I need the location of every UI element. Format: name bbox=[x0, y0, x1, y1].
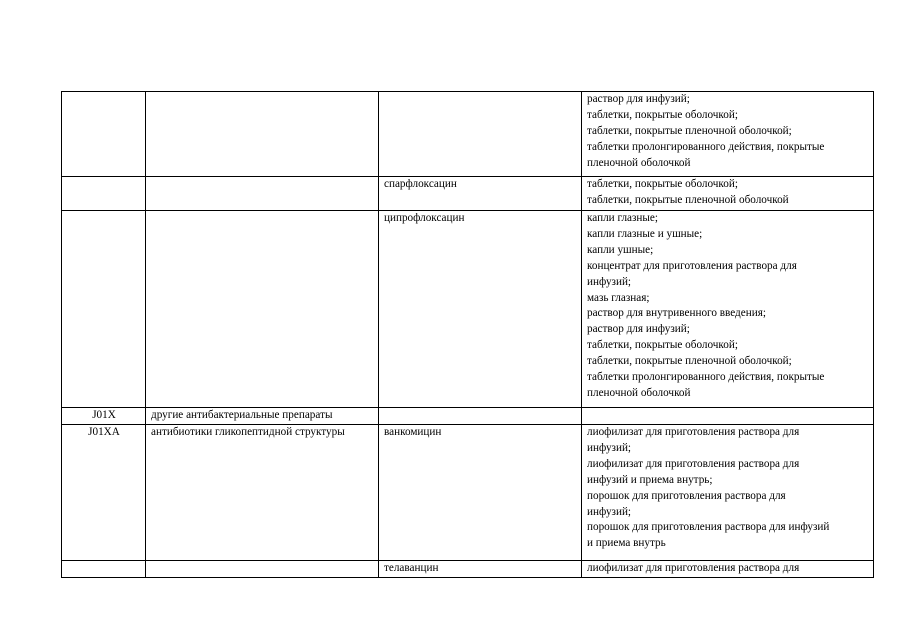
dosage-form-line: таблетки пролонгированного действия, покрытые bbox=[587, 371, 825, 384]
dosage-form-line: инфузий; bbox=[587, 505, 632, 518]
atc-code-cell bbox=[62, 92, 146, 177]
anatomical-therapeutic-group-cell bbox=[146, 177, 379, 211]
dosage-form-line: раствор для инфузий; bbox=[587, 93, 690, 105]
drug-name-cell bbox=[379, 408, 582, 425]
atc-code: J01X bbox=[92, 409, 116, 421]
dosage-form-line: лиофилизат для приготовления раствора для bbox=[587, 457, 800, 470]
table-row bbox=[62, 408, 874, 425]
drug-name-cell bbox=[379, 425, 582, 561]
dosage-form-line: инфузий; bbox=[587, 441, 632, 454]
drug-name: ванкомицин bbox=[384, 426, 442, 438]
drug-name-cell bbox=[379, 92, 582, 177]
atc-code: J01XA bbox=[88, 426, 120, 438]
anatomical-therapeutic-group-cell bbox=[146, 425, 379, 561]
dosage-form-line: пленочной оболочкой bbox=[587, 386, 691, 399]
drug-name-cell bbox=[379, 211, 582, 408]
dosage-form-line: таблетки пролонгированного действия, покрытые bbox=[587, 140, 825, 153]
atc-code-cell bbox=[62, 211, 146, 408]
dosage-forms-cell bbox=[582, 211, 874, 408]
dosage-form-line: порошок для приготовления раствора для инфузий bbox=[587, 521, 830, 534]
dosage-form-line: таблетки, покрытые оболочкой; bbox=[587, 339, 738, 352]
anatomical-therapeutic-group-cell bbox=[146, 92, 379, 177]
dosage-form-line: таблетки, покрытые оболочкой; bbox=[587, 178, 738, 190]
dosage-forms-cell bbox=[582, 561, 874, 578]
atc-code-cell bbox=[62, 425, 146, 561]
anatomical-therapeutic-group-cell bbox=[146, 561, 379, 578]
dosage-forms-cell bbox=[582, 425, 874, 561]
dosage-form-line: капли ушные; bbox=[587, 243, 654, 256]
table-row bbox=[62, 561, 874, 578]
dosage-form-line: таблетки, покрытые пленочной оболочкой bbox=[587, 193, 789, 206]
dosage-forms-cell bbox=[582, 92, 874, 177]
dosage-form-line: капли глазные и ушные; bbox=[587, 227, 703, 240]
dosage-form-line: пленочной оболочкой bbox=[587, 156, 691, 169]
dosage-form-line: порошок для приготовления раствора для bbox=[587, 489, 786, 502]
dosage-form-line: капли глазные; bbox=[587, 212, 659, 224]
dosage-form-line: мазь глазная; bbox=[587, 291, 650, 304]
dosage-form-line: лиофилизат для приготовления раствора для bbox=[587, 426, 800, 438]
dosage-form-line: и приема внутрь bbox=[587, 537, 666, 550]
dosage-form-line: таблетки, покрытые оболочкой; bbox=[587, 108, 738, 121]
therapeutic-group: антибиотики гликопептидной структуры bbox=[151, 426, 345, 438]
dosage-forms-cell bbox=[582, 408, 874, 425]
dosage-form-line: концентрат для приготовления раствора для bbox=[587, 259, 797, 272]
dosage-forms-cell bbox=[582, 177, 874, 211]
dosage-form-line: инфузий и приема внутрь; bbox=[587, 473, 713, 486]
therapeutic-group: другие антибактериальные препараты bbox=[151, 409, 333, 421]
drug-name: телаванцин bbox=[384, 562, 439, 574]
dosage-form-line: раствор для инфузий; bbox=[587, 323, 690, 336]
table-row bbox=[62, 211, 874, 408]
dosage-form-line: лиофилизат для приготовления раствора для bbox=[587, 562, 800, 574]
medication-table bbox=[61, 91, 874, 578]
table-body bbox=[62, 92, 874, 578]
dosage-form-line: инфузий; bbox=[587, 275, 632, 288]
drug-name: ципрофлоксацин bbox=[384, 212, 465, 224]
table-row bbox=[62, 425, 874, 561]
anatomical-therapeutic-group-cell bbox=[146, 211, 379, 408]
drug-name-cell bbox=[379, 177, 582, 211]
table-row bbox=[62, 92, 874, 177]
atc-code-cell bbox=[62, 561, 146, 578]
dosage-form-line: таблетки, покрытые пленочной оболочкой; bbox=[587, 124, 792, 137]
dosage-form-line: таблетки, покрытые пленочной оболочкой; bbox=[587, 355, 792, 368]
drug-name-cell bbox=[379, 561, 582, 578]
anatomical-therapeutic-group-cell bbox=[146, 408, 379, 425]
atc-code-cell bbox=[62, 408, 146, 425]
dosage-form-line: раствор для внутривенного введения; bbox=[587, 307, 766, 320]
table-row bbox=[62, 177, 874, 211]
drug-name: спарфлоксацин bbox=[384, 178, 457, 190]
atc-code-cell bbox=[62, 177, 146, 211]
